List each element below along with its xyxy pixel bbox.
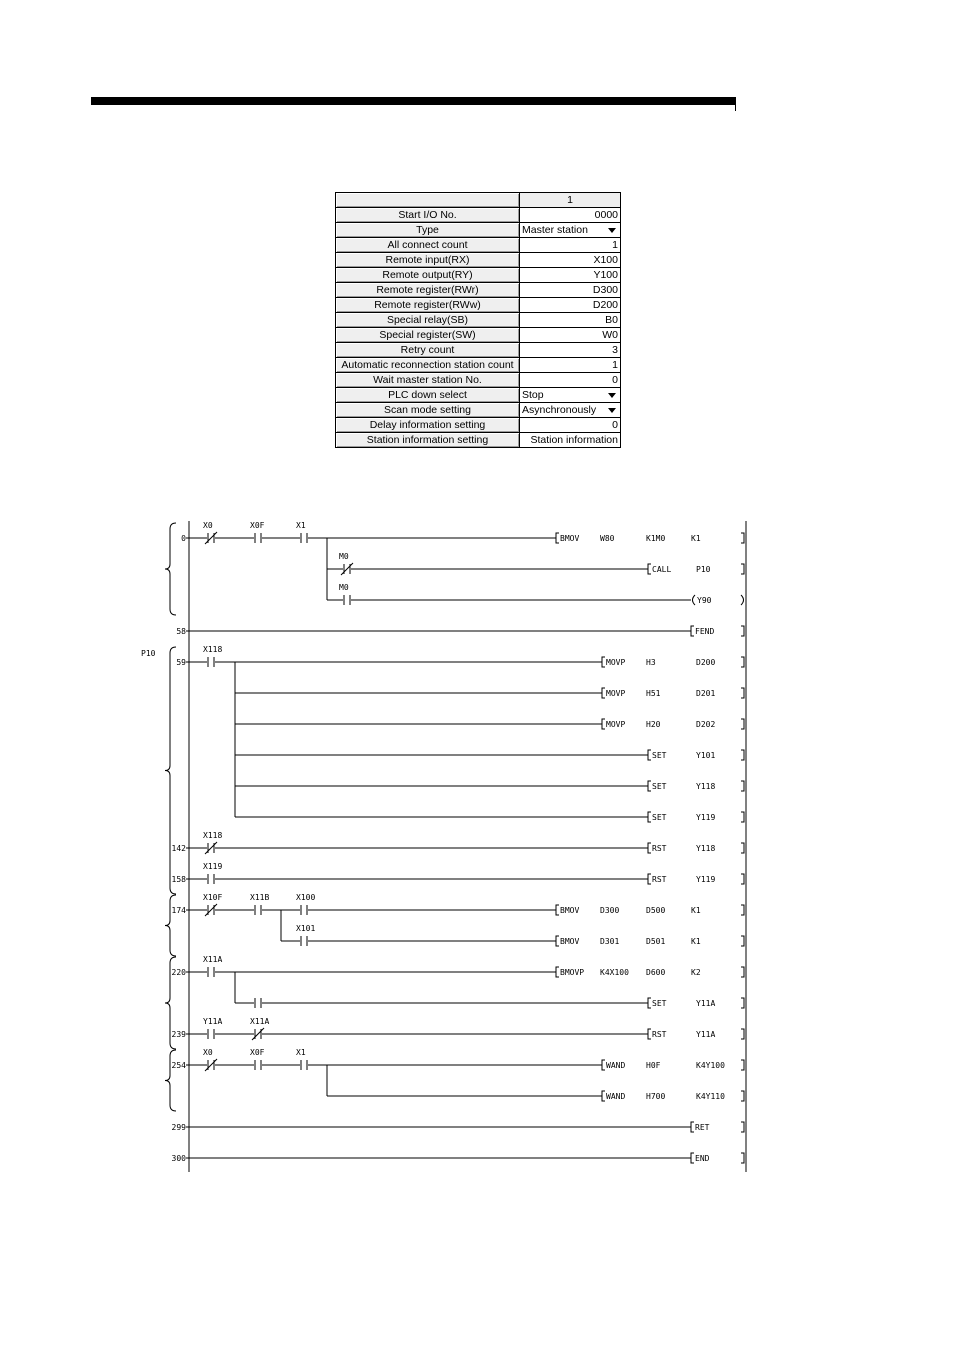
instruction-left-bracket (648, 564, 651, 574)
instruction-mnemonic: CALL (652, 565, 672, 574)
pointer-label: P10 (141, 649, 156, 658)
instruction-operand: K4Y110 (696, 1092, 725, 1101)
instruction-right-bracket (741, 967, 744, 977)
parameter-value: 0 (612, 419, 618, 431)
rung-group-brace (165, 523, 176, 615)
contact-device-label: M0 (339, 552, 349, 561)
step-number: 220 (171, 968, 186, 977)
instruction-mnemonic: BMOV (560, 937, 580, 946)
instruction-mnemonic: WAND (606, 1061, 626, 1070)
instruction-left-bracket (602, 719, 605, 729)
instruction-operand: D500 (646, 906, 666, 915)
instruction-operand: K4X100 (600, 968, 629, 977)
step-number: 158 (171, 875, 186, 884)
instruction-right-bracket (741, 905, 744, 915)
instruction-mnemonic: SET (652, 813, 667, 822)
instruction-mnemonic: BMOV (560, 534, 580, 543)
parameter-value: Y100 (593, 269, 618, 281)
rung-group-brace (165, 647, 176, 894)
instruction-operand: Y11A (696, 1030, 716, 1039)
parameter-value: D300 (592, 284, 618, 296)
contact-device-label: X100 (296, 893, 316, 902)
parameter-value: 1 (612, 239, 618, 251)
parameter-label: Special register(SW) (336, 328, 520, 343)
instruction-right-bracket (741, 750, 744, 760)
rung-group-brace (165, 895, 176, 956)
instruction-operand: D202 (696, 720, 716, 729)
parameter-value: 3 (612, 344, 618, 356)
instruction-operand: K1 (691, 906, 701, 915)
parameter-value: X100 (593, 254, 618, 266)
contact-device-label: X1 (296, 1048, 306, 1057)
instruction-left-bracket (648, 998, 651, 1008)
instruction-left-bracket (648, 781, 651, 791)
parameter-label: Start I/O No. (336, 208, 520, 223)
instruction-right-bracket (741, 781, 744, 791)
instruction-right-bracket (741, 719, 744, 729)
contact-device-label: X101 (296, 924, 316, 933)
instruction-mnemonic: BMOVP (560, 968, 585, 977)
rung-group-brace (165, 1050, 176, 1111)
contact-device-label: X11A (250, 1017, 270, 1026)
instruction-operand: K1 (691, 937, 701, 946)
instruction-right-bracket (741, 1122, 744, 1132)
instruction-operand: Y11A (696, 999, 716, 1008)
instruction-operand: D501 (646, 937, 666, 946)
contact-device-label: X0F (250, 1048, 265, 1057)
instruction-operand: H51 (646, 689, 661, 698)
instruction-operand: D201 (696, 689, 716, 698)
instruction-operand: Y119 (696, 875, 716, 884)
contact-device-label: X1 (296, 521, 306, 530)
instruction-mnemonic: WAND (606, 1092, 626, 1101)
instruction-right-bracket (741, 564, 744, 574)
instruction-operand: Y119 (696, 813, 716, 822)
table-column-header: 1 (520, 193, 621, 208)
instruction-left-bracket (556, 905, 559, 915)
instruction-left-bracket (648, 1029, 651, 1039)
step-number: 299 (171, 1123, 186, 1132)
instruction-left-bracket (556, 936, 559, 946)
parameter-label: Automatic reconnection station count (336, 358, 520, 373)
parameter-value: Master station (522, 224, 588, 236)
contact-device-label: X0 (203, 1048, 213, 1057)
instruction-left-bracket (648, 750, 651, 760)
instruction-operand: D301 (600, 937, 620, 946)
parameter-label: Station information setting (336, 433, 520, 448)
instruction-operand: Y101 (696, 751, 716, 760)
instruction-mnemonic: RST (652, 1030, 667, 1039)
step-number: 142 (171, 844, 186, 853)
instruction-mnemonic: MOVP (606, 658, 626, 667)
instruction-operand: W80 (600, 534, 615, 543)
instruction-right-bracket (741, 626, 744, 636)
contact-device-label: X10F (203, 893, 223, 902)
instruction-right-bracket (741, 688, 744, 698)
contact-device-label: X118 (203, 645, 223, 654)
instruction-mnemonic: RST (652, 875, 667, 884)
parameter-value: 0000 (594, 209, 618, 221)
parameter-label: PLC down select (336, 388, 520, 403)
step-number: 300 (171, 1154, 186, 1163)
parameter-label: All connect count (336, 238, 520, 253)
parameter-value: 0 (612, 374, 618, 386)
instruction-right-bracket (741, 533, 744, 543)
step-number: 0 (181, 534, 186, 543)
instruction-operand: K4Y100 (696, 1061, 725, 1070)
instruction-left-bracket (648, 812, 651, 822)
instruction-operand: Y118 (696, 844, 716, 853)
instruction-left-bracket (691, 1153, 694, 1163)
instruction-mnemonic: SET (652, 751, 667, 760)
instruction-mnemonic: RET (695, 1123, 710, 1132)
instruction-right-bracket (741, 1060, 744, 1070)
parameter-value: W0 (602, 329, 618, 341)
instruction-operand: K2 (691, 968, 701, 977)
instruction-left-bracket (602, 688, 605, 698)
instruction-right-bracket (741, 936, 744, 946)
parameter-value: D200 (592, 299, 618, 311)
contact-device-label: X11A (203, 955, 223, 964)
instruction-operand: P10 (696, 565, 711, 574)
parameter-label: Wait master station No. (336, 373, 520, 388)
parameter-label: Scan mode setting (336, 403, 520, 418)
instruction-operand: K1 (691, 534, 701, 543)
step-number: 58 (176, 627, 186, 636)
step-number: 174 (171, 906, 186, 915)
instruction-operand: D600 (646, 968, 666, 977)
coil-left-paren (693, 595, 696, 605)
parameter-label: Remote output(RY) (336, 268, 520, 283)
instruction-left-bracket (602, 1091, 605, 1101)
step-number: 59 (176, 658, 186, 667)
contact-device-label: M0 (339, 583, 349, 592)
instruction-operand: D300 (600, 906, 620, 915)
instruction-operand: Y118 (696, 782, 716, 791)
instruction-right-bracket (741, 1091, 744, 1101)
parameter-value: 1 (612, 359, 618, 371)
parameter-label: Remote register(RWr) (336, 283, 520, 298)
contact-device-label: Y11A (203, 1017, 223, 1026)
parameter-label: Special relay(SB) (336, 313, 520, 328)
instruction-right-bracket (741, 812, 744, 822)
instruction-left-bracket (648, 874, 651, 884)
contact-device-label: X118 (203, 831, 223, 840)
instruction-right-bracket (741, 874, 744, 884)
parameter-value: Stop (522, 389, 544, 401)
instruction-left-bracket (602, 657, 605, 667)
instruction-operand: H0F (646, 1061, 661, 1070)
instruction-left-bracket (556, 533, 559, 543)
step-number: 254 (171, 1061, 186, 1070)
instruction-mnemonic: SET (652, 999, 667, 1008)
instruction-mnemonic: END (695, 1154, 710, 1163)
parameter-label: Retry count (336, 343, 520, 358)
parameter-label: Delay information setting (336, 418, 520, 433)
instruction-right-bracket (741, 1153, 744, 1163)
instruction-left-bracket (556, 967, 559, 977)
parameter-value: Station information (530, 434, 618, 446)
instruction-left-bracket (691, 1122, 694, 1132)
instruction-right-bracket (741, 843, 744, 853)
instruction-mnemonic: SET (652, 782, 667, 791)
instruction-mnemonic: MOVP (606, 689, 626, 698)
parameter-label: Remote input(RX) (336, 253, 520, 268)
contact-device-label: X0 (203, 521, 213, 530)
instruction-left-bracket (691, 626, 694, 636)
instruction-operand: H700 (646, 1092, 666, 1101)
contact-device-label: X119 (203, 862, 223, 871)
parameter-value: Asynchronously (522, 404, 597, 416)
parameter-label: Remote register(RWw) (336, 298, 520, 313)
parameter-label: Type (336, 223, 520, 238)
contact-device-label: X0F (250, 521, 265, 530)
instruction-operand: D200 (696, 658, 716, 667)
instruction-left-bracket (602, 1060, 605, 1070)
instruction-mnemonic: BMOV (560, 906, 580, 915)
step-number: 239 (171, 1030, 186, 1039)
instruction-mnemonic: MOVP (606, 720, 626, 729)
instruction-mnemonic: RST (652, 844, 667, 853)
instruction-right-bracket (741, 998, 744, 1008)
instruction-mnemonic: FEND (695, 627, 715, 636)
instruction-operand: K1M0 (646, 534, 666, 543)
instruction-operand: H20 (646, 720, 661, 729)
instruction-left-bracket (648, 843, 651, 853)
instruction-right-bracket (741, 657, 744, 667)
coil-device-label: Y90 (697, 596, 712, 605)
instruction-operand: H3 (646, 658, 656, 667)
instruction-right-bracket (741, 1029, 744, 1039)
contact-device-label: X11B (250, 893, 270, 902)
parameter-value: B0 (605, 314, 618, 326)
coil-right-paren (741, 595, 744, 605)
